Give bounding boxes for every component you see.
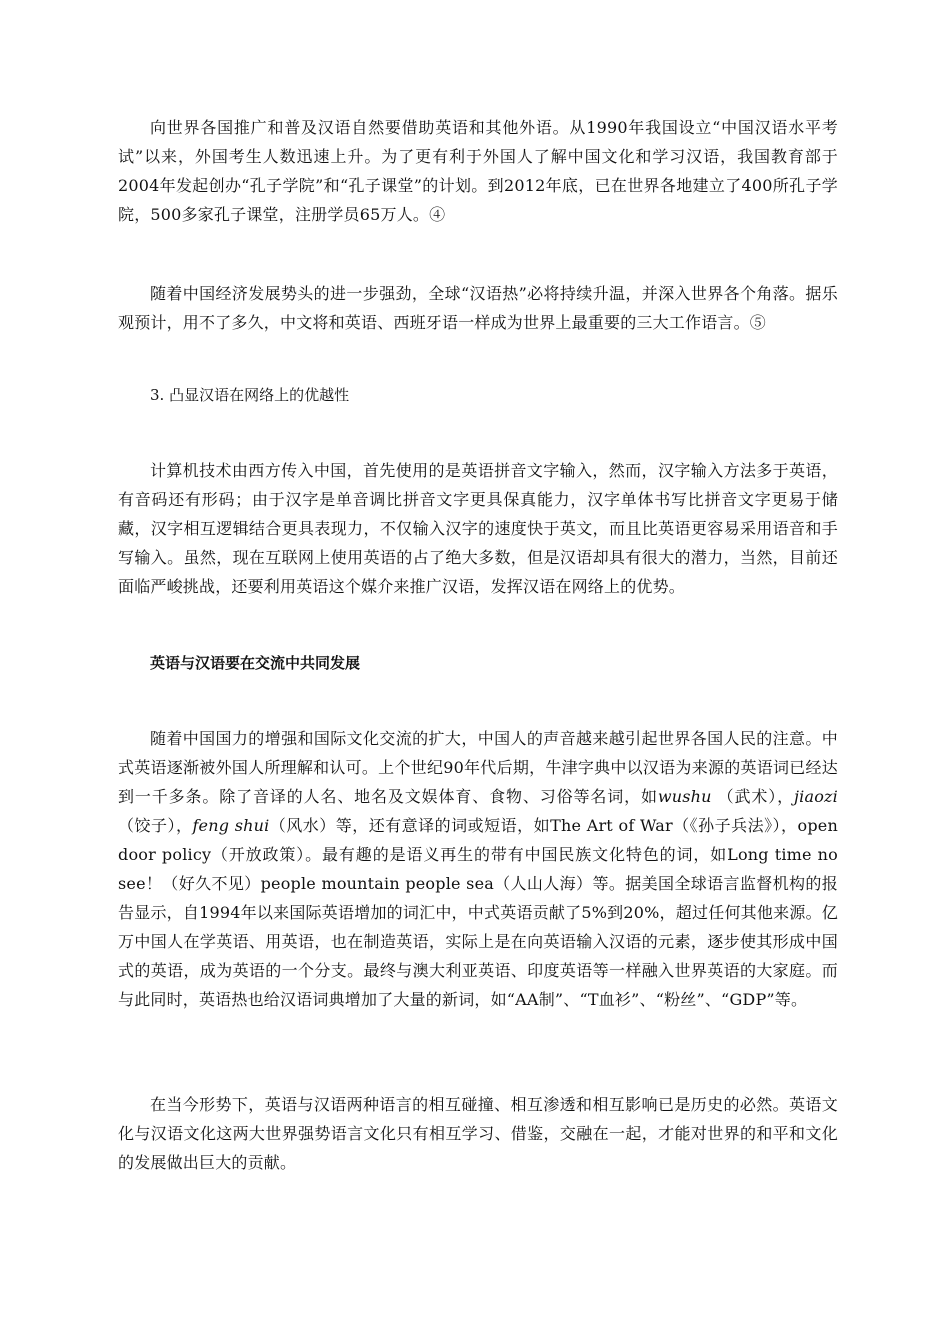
paragraph-computer-input: 计算机技术由西方传入中国，首先使用的是英语拼音文字输入，然而，汉字输入方法多于英语，有音码还有形码；由于汉字是单音调比拼音文字更具保真能力，汉字单体书写比拼音文字更易于储藏，汉字相互逻辑结合更具表现力，不仅输入汉字的速度快于英文，而且比英语更容易采用语音和手写输入。虽然，现在互联网上使用英语的占了绝大多数，但是汉语却具有很大的潜力，当然，目前还面临严峻挑战，还要利用英语这个媒介来推广汉语，发挥汉语在网络上的优势。	[118, 461, 838, 596]
paragraph-conclusion: 在当今形势下，英语与汉语两种语言的相互碰撞、相互渗透和相互影响已是历史的必然。英语文化与汉语文化这两大世界强势语言文化只有相互学习、借鉴，交融在一起，才能对世界的和平和文化的发展做出巨大的贡献。	[118, 1095, 838, 1172]
paragraph-chinese-fever: 随着中国经济发展势头的进一步强劲，全球“汉语热”必将持续升温，并深入世界各个角落。据乐观预计，用不了多久，中文将和英语、西班牙语一样成为世界上最重要的三大工作语言。⑤	[118, 284, 838, 332]
term-feng-shui: feng shui	[192, 816, 270, 835]
paragraph-confucius-institutes: 向世界各国推广和普及汉语自然要借助英语和其他外语。从1990年我国设立“中国汉语水平考试”以来，外国考生人数迅速上升。为了更有利于外国人了解中国文化和学习汉语，我国教育部于2004年发起创办“孔子学院”和“孔子课堂”的计划。到2012年底，已在世界各地建立了400所孔子学院，500多家孔子课堂，注册学员65万人。④	[118, 118, 838, 224]
paragraph-chinglish-text-2: （武术），	[711, 787, 794, 806]
term-jiaozi: jiaozi	[794, 787, 838, 806]
paragraph-chinglish-text-1: 随着中国国力的增强和国际文化交流的扩大，中国人的声音越来越引起世界各国人民的注意。中式英语逐渐被外国人所理解和认可。上个世纪90年代后期，牛津字典中以汉语为来源的英语词已经达到一千多条。除了音译的人名、地名及文娱体育、食物、习俗等名词，如	[118, 729, 838, 806]
paragraph-chinglish	[118, 724, 838, 1014]
paragraph-chinglish-text-4: （风水）等，还有意译的词或短语，如The Art of War（《孙子兵法》），open door policy（开放政策）。最有趣的是语义再生的带有中国民族文化特色的词，如Long time no see！（好久不见）people mountain people sea（人山人海）等。据美国全球语言监督机构的报告显示，自1994年以来国际英语增加的词汇中，中式英语贡献了5%到20%，超过任何其他来源。亿万中国人在学英语、用英语，也在制造英语，实际上是在向英语输入汉语的元素，逐步使其形成中国式的英语，成为英语的一个分支。最终与澳大利亚英语、印度英语等一样融入世界英语的大家庭。而与此同时，英语热也给汉语词典增加了大量的新词，如“AA制”、“T血衫”、“粉丝”、“GDP”等。	[118, 816, 838, 1009]
paragraph-chinglish-text-3: （饺子），	[118, 816, 193, 835]
section-heading-common-development: 英语与汉语要在交流中共同发展	[150, 654, 361, 672]
section-heading-internet-advantage: 3. 凸显汉语在网络上的优越性	[150, 386, 350, 404]
term-wushu: wushu	[657, 787, 712, 806]
